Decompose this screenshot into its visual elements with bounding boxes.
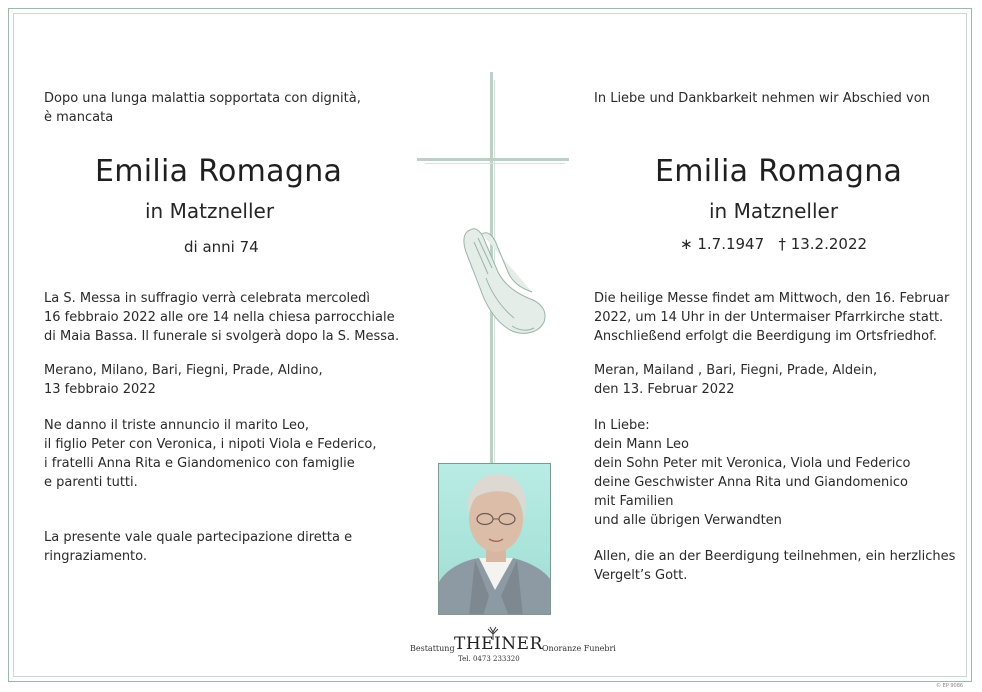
left-family-line: i fratelli Anna Rita e Giandomenico con famiglie bbox=[44, 456, 355, 471]
logo-brand-name: THEINER bbox=[454, 634, 543, 654]
logo-phone: Tel. 0473 233320 bbox=[458, 655, 520, 663]
right-closing-line: Vergelt’s Gott. bbox=[594, 568, 688, 583]
right-family-line: dein Mann Leo bbox=[594, 437, 689, 452]
left-mass-line: La S. Messa in suffragio verrà celebrata mercoledì bbox=[44, 291, 370, 306]
right-mass-line: 2022, um 14 Uhr in der Untermaiser Pfarrkirche statt. bbox=[594, 310, 944, 325]
right-birth-death-dates: ∗ 1.7.1947 † 13.2.2022 bbox=[680, 235, 868, 253]
right-family-line: dein Sohn Peter mit Veronica, Viola und Federico bbox=[594, 456, 911, 471]
left-mass-info bbox=[44, 289, 399, 346]
left-places-line: Merano, Milano, Bari, Fiegni, Prade, Aldino, bbox=[44, 363, 323, 378]
left-family-line: il figlio Peter con Veronica, i nipoti Viola e Federico, bbox=[44, 437, 377, 452]
left-intro-line: Dopo una lunga malattia sopportata con dignità, bbox=[44, 91, 361, 106]
right-family-line: deine Geschwister Anna Rita und Giandomenico bbox=[594, 475, 908, 490]
right-family bbox=[594, 416, 910, 530]
left-intro bbox=[44, 89, 361, 127]
right-closing-line: Allen, die an der Beerdigung teilnehmen, ein herzliches bbox=[594, 549, 956, 564]
praying-hands-icon bbox=[452, 222, 552, 342]
left-mass-line: di Maia Bassa. Il funerale si svolgerà dopo la S. Messa. bbox=[44, 329, 400, 344]
right-family-line: mit Familien bbox=[594, 494, 674, 509]
right-mass-line: Die heilige Messe findet am Mittwoch, den 16. Februar bbox=[594, 291, 950, 306]
left-places-date bbox=[44, 361, 323, 399]
right-married-name: in Matzneller bbox=[709, 199, 839, 223]
logo-left-label: Bestattung bbox=[410, 644, 455, 653]
right-intro: In Liebe und Dankbarkeit nehmen wir Abschied von bbox=[594, 91, 930, 106]
left-family bbox=[44, 416, 377, 492]
left-family-line: e parenti tutti. bbox=[44, 475, 138, 490]
right-deceased-name: Emilia Romagna bbox=[655, 154, 903, 189]
portrait-image bbox=[439, 464, 551, 615]
left-closing-line: La presente vale quale partecipazione diretta e bbox=[44, 530, 353, 545]
funeral-home-logo bbox=[410, 628, 616, 668]
right-family-line: In Liebe: bbox=[594, 418, 650, 433]
left-intro-line: è mancata bbox=[44, 110, 114, 125]
left-closing-line: ringraziamento. bbox=[44, 549, 148, 564]
print-code: © EP 9086 bbox=[936, 683, 964, 689]
right-places-line: den 13. Februar 2022 bbox=[594, 382, 735, 397]
left-family-line: Ne danno il triste annuncio il marito Leo, bbox=[44, 418, 310, 433]
deceased-photo bbox=[438, 463, 551, 615]
right-places-line: Meran, Mailand , Bari, Fiegni, Prade, Aldein, bbox=[594, 363, 878, 378]
right-mass-info bbox=[594, 289, 949, 346]
cross-horizontal bbox=[417, 158, 569, 161]
logo-right-label: Onoranze Funebri bbox=[542, 644, 616, 653]
right-closing bbox=[594, 547, 955, 585]
right-mass-line: Anschließend erfolgt die Beerdigung im Ortsfriedhof. bbox=[594, 329, 937, 344]
left-age: di anni 74 bbox=[184, 238, 259, 256]
right-family-line: und alle übrigen Verwandten bbox=[594, 513, 782, 528]
right-places-date bbox=[594, 361, 877, 399]
left-mass-line: 16 febbraio 2022 alle ore 14 nella chiesa parrocchiale bbox=[44, 310, 395, 325]
cross-horizontal-shadow bbox=[425, 163, 565, 164]
left-closing bbox=[44, 528, 352, 566]
left-places-line: 13 febbraio 2022 bbox=[44, 382, 156, 397]
left-deceased-name: Emilia Romagna bbox=[95, 154, 343, 189]
left-married-name: in Matzneller bbox=[145, 199, 275, 223]
